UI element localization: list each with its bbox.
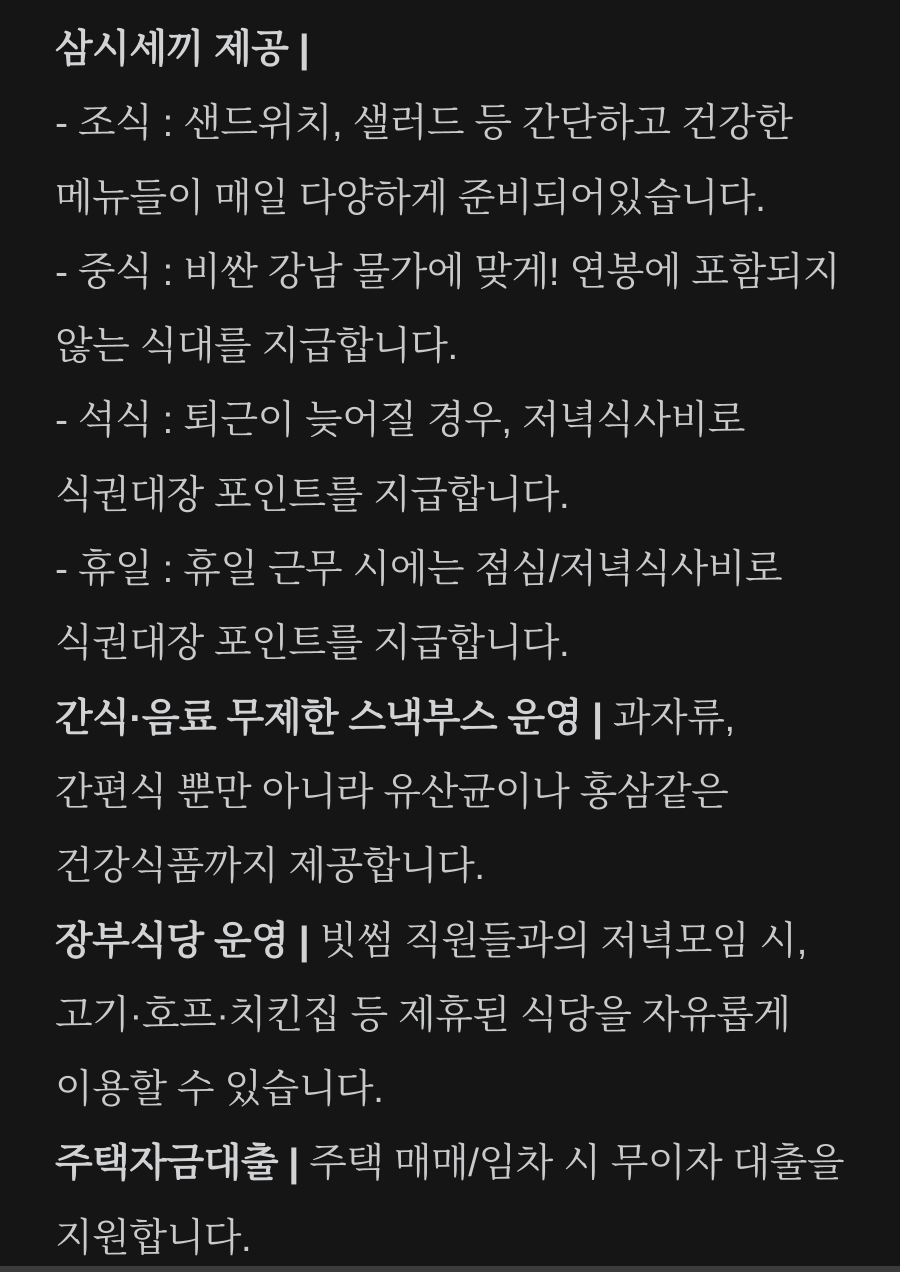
text-line [55,162,870,236]
section-heading-segment: 간식·음료 무제한 스낵부스 운영 | [55,696,613,740]
text-line [55,682,870,756]
section-heading-segment: 주택자금대출 | [55,1142,310,1186]
body-text-segment: 지원합니다. [55,1216,252,1260]
text-line [55,1202,870,1272]
text-line [55,756,870,830]
text-line [55,1053,870,1127]
bottom-divider [0,1266,900,1272]
body-text-segment: 않는 식대를 지급합니다. [55,325,458,369]
text-line [55,459,870,533]
body-text-segment: - 조식 : 샌드위치, 샐러드 등 간단하고 건강한 [55,102,793,146]
text-line [55,905,870,979]
body-text-segment: 이용할 수 있습니다. [55,1068,384,1112]
body-text-segment: 간편식 뿐만 아니라 유산균이나 홍삼같은 [55,770,729,814]
body-text-segment: 빗썸 직원들과의 저녁모임 시, [319,919,807,963]
body-text-segment: 식권대장 포인트를 지급합니다. [55,622,570,666]
body-text-segment: 메뉴들이 매일 다양하게 준비되어있습니다. [55,176,766,220]
text-line [55,533,870,607]
body-text-segment: 고기·호프·치킨집 등 제휴된 식당을 자유롭게 [55,993,791,1037]
body-text-segment: - 중식 : 비싼 강남 물가에 맞게! 연봉에 포함되지 [55,250,840,294]
body-text-segment: 과자류, [612,696,735,740]
text-line [55,87,870,161]
body-text-segment: - 휴일 : 휴일 근무 시에는 점심/저녁식사비로 [55,548,783,592]
section-heading-segment: 장부식당 운영 | [55,919,320,963]
benefits-text-block [55,13,870,1272]
text-line [55,1127,870,1201]
body-text-segment: - 석식 : 퇴근이 늦어질 경우, 저녁식사비로 [55,399,745,443]
body-text-segment: 주택 매매/임차 시 무이자 대출을 [309,1142,845,1186]
body-text-segment: 식권대장 포인트를 지급합니다. [55,473,570,517]
text-line [55,236,870,310]
text-line [55,13,870,87]
text-line [55,830,870,904]
text-line [55,310,870,384]
section-heading-segment: 삼시세끼 제공 | [55,28,310,71]
body-text-segment: 건강식품까지 제공합니다. [55,845,485,889]
text-line [55,607,870,681]
text-line [55,979,870,1053]
text-line [55,384,870,458]
